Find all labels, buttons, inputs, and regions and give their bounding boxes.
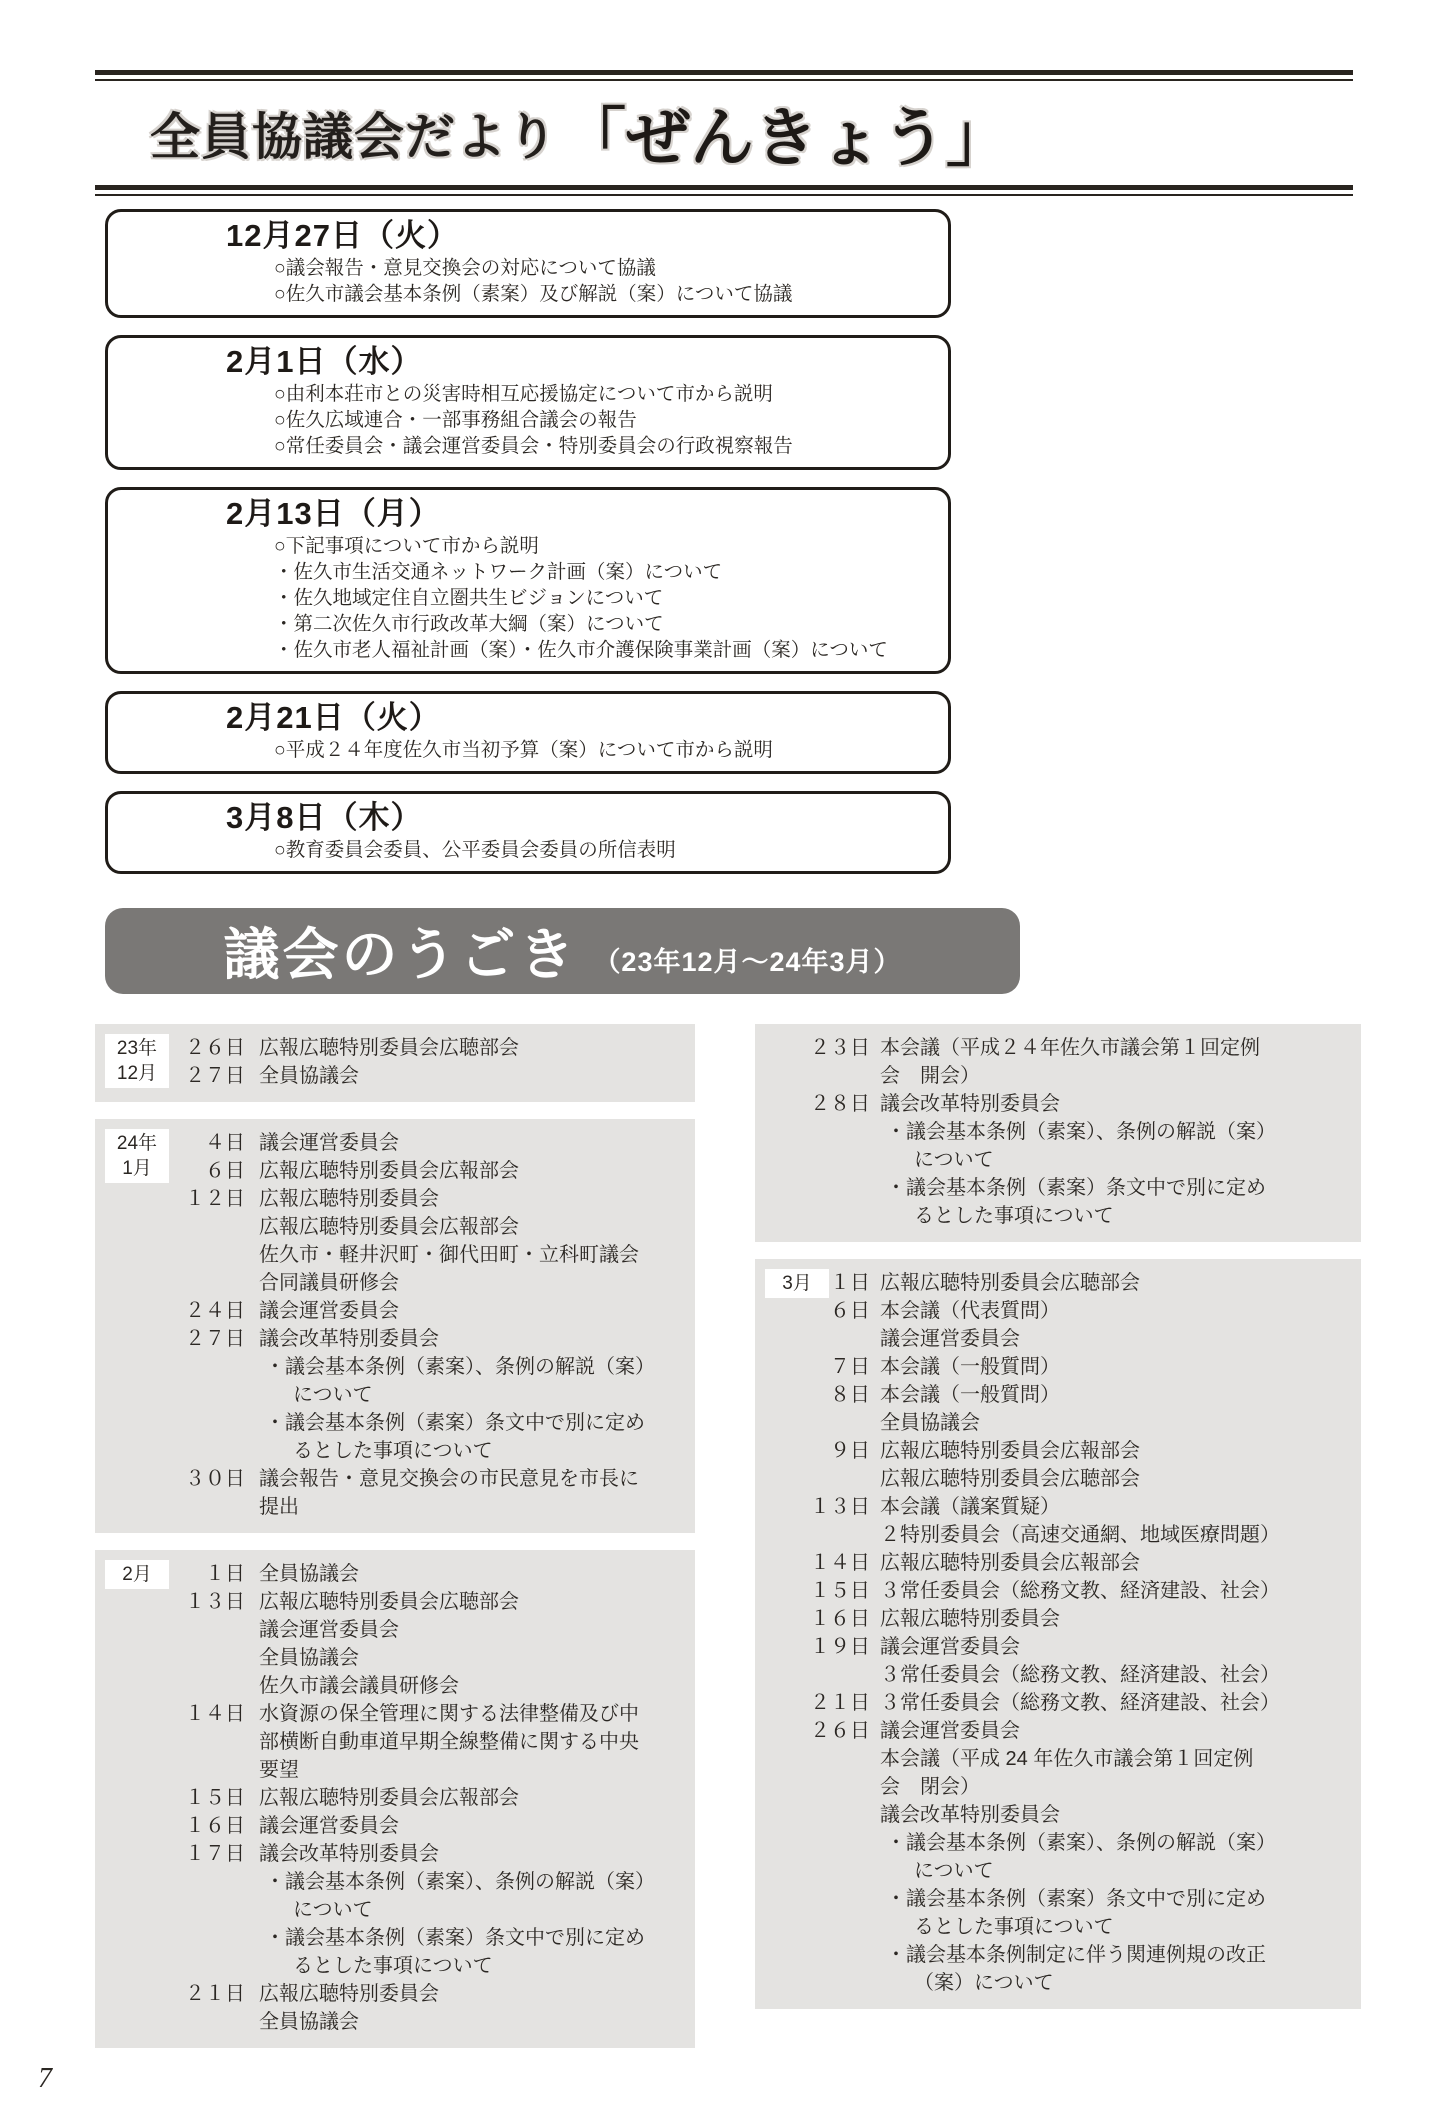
schedule-entry-day: ２４日 [185, 1300, 245, 1322]
schedule-line: 議会運営委員会 [259, 1300, 399, 1322]
month-label-line: 24年 [116, 1133, 158, 1154]
schedule-line: ３常任委員会（総務文教、経済建設、社会） [880, 1664, 1280, 1686]
schedule-entry-lines [880, 1297, 1351, 1353]
month-label-line: 3月 [782, 1273, 812, 1294]
schedule-entry [765, 1717, 1351, 1997]
schedule-line: ・議会基本条例（素案）、条例の解説（案） [265, 1871, 655, 1893]
schedule-entry-day: １２日 [185, 1188, 245, 1210]
schedule-entry [105, 1700, 685, 1784]
schedule-entry [765, 1381, 1351, 1437]
schedule-line: ・議会基本条例（素案）条文中で別に定め [886, 1177, 1266, 1199]
schedule-entry-day: １６日 [185, 1815, 245, 1837]
schedule-line: 議会運営委員会 [259, 1619, 399, 1641]
schedule-line: ・議会基本条例（素案）、条例の解説（案） [265, 1356, 655, 1378]
schedule-line: 本会議（平成 24 年佐久市議会第１回定例 [880, 1748, 1254, 1770]
schedule-entry-lines [259, 1034, 685, 1062]
schedule-entry [765, 1297, 1351, 1353]
schedule-entry-day: １９日 [810, 1636, 870, 1658]
schedule-entry [765, 1577, 1351, 1605]
meeting-box [105, 209, 951, 318]
schedule-entry-lines [880, 1493, 1351, 1549]
schedule-line: 議会報告・意見交換会の市民意見を市長に [259, 1468, 639, 1490]
page-number: 7 [38, 2063, 52, 2094]
schedule-entry-lines [880, 1577, 1351, 1605]
schedule-line: 広報広聴特別委員会広聴部会 [880, 1468, 1140, 1490]
schedule-line: ・議会基本条例制定に伴う関連例規の改正 [886, 1944, 1266, 1966]
meeting-box-item: ○由利本荘市との災害時相互応援協定について市から説明 [274, 383, 773, 405]
schedule-entry [765, 1269, 1351, 1297]
schedule-entry-day: １４日 [185, 1703, 245, 1725]
schedule-entry-day: ３０日 [185, 1468, 245, 1490]
schedule-entry-lines [259, 1784, 685, 1812]
schedule-entry-lines [880, 1090, 1351, 1230]
header-top-rule [95, 70, 1353, 81]
month-label-line: 2月 [122, 1564, 152, 1585]
schedule-line: 広報広聴特別委員会広報部会 [259, 1216, 519, 1238]
schedule-line: るとした事項について [914, 1916, 1114, 1938]
schedule-line: 広報広聴特別委員会広報部会 [259, 1160, 519, 1182]
schedule-entry-lines [880, 1353, 1351, 1381]
schedule-line: 佐久市・軽井沢町・御代田町・立科町議会 [259, 1244, 639, 1266]
schedule-line: 広報広聴特別委員会 [259, 1983, 439, 2005]
schedule-entry [105, 1588, 685, 1700]
page-title-brand: 「ぜんきょう」 [562, 102, 1010, 174]
schedule-line: るとした事項について [293, 1440, 493, 1462]
meeting-box-item: ○佐久市議会基本条例（素案）及び解説（案）について協議 [274, 283, 793, 305]
schedule-entry-lines [259, 1980, 685, 2036]
schedule-line: 本会議（平成２４年佐久市議会第１回定例 [880, 1037, 1260, 1059]
schedule-entry-lines [259, 1185, 685, 1297]
schedule-entry [765, 1549, 1351, 1577]
schedule-line: 会 閉会） [880, 1776, 980, 1798]
schedule-entry-lines [880, 1549, 1351, 1577]
schedule-block [755, 1259, 1361, 2009]
schedule-entry-lines [880, 1437, 1351, 1493]
meeting-box-item: ・佐久地域定住自立圏共生ビジョンについて [274, 587, 664, 609]
schedule-entry-day: ２８日 [810, 1093, 870, 1115]
schedule-entry-day: ４日 [205, 1132, 245, 1154]
schedule-line: 会 開会） [880, 1065, 980, 1087]
schedule-entry [105, 1840, 685, 1980]
schedule-block [95, 1550, 695, 2048]
meeting-box-item: ○常任委員会・議会運営委員会・特別委員会の行政視察報告 [274, 435, 793, 457]
schedule-line: 全員協議会 [259, 1065, 359, 1087]
schedule-entry [105, 1185, 685, 1297]
schedule-entry-day: １３日 [810, 1496, 870, 1518]
schedule-entry-lines [880, 1689, 1351, 1717]
schedule-line: 本会議（一般質問） [880, 1384, 1060, 1406]
schedule-entry-lines [259, 1812, 685, 1840]
schedule-column-left [95, 1024, 695, 2065]
schedule-entry [105, 1784, 685, 1812]
schedule-line: について [914, 1149, 994, 1171]
schedule-entry-lines [259, 1062, 685, 1090]
meeting-box-date: 2月13日（月） [226, 496, 441, 531]
schedule-entry [105, 1560, 685, 1588]
section-banner-title: 議会のうごき [223, 923, 578, 986]
meeting-box-item: ・第二次佐久市行政改革大綱（案）について [274, 613, 664, 635]
schedule-entry-day: ７日 [830, 1356, 870, 1378]
schedule-line: 議会改革特別委員会 [880, 1804, 1060, 1826]
newsletter-page [0, 70, 1447, 2094]
schedule-line: 議会運営委員会 [259, 1815, 399, 1837]
schedule-line: ３常任委員会（総務文教、経済建設、社会） [880, 1692, 1280, 1714]
schedule-entry [105, 1157, 685, 1185]
schedule-entry-day: ９日 [830, 1440, 870, 1462]
meeting-box-date: 12月27日（火） [226, 218, 459, 253]
section-banner-subtitle: （23年12月～24年3月） [593, 946, 902, 977]
schedule-entry [765, 1034, 1351, 1090]
schedule-entry-day: １５日 [810, 1580, 870, 1602]
meeting-box [105, 487, 951, 674]
schedule-line: 議会運営委員会 [880, 1636, 1020, 1658]
schedule-entry-lines [259, 1465, 685, 1521]
meeting-boxes [105, 209, 951, 874]
schedule-entry-day: ２７日 [185, 1328, 245, 1350]
schedule-line: ・議会基本条例（素案）、条例の解説（案） [886, 1121, 1276, 1143]
schedule-entry-day: １４日 [810, 1552, 870, 1574]
schedule-line: 広報広聴特別委員会広報部会 [880, 1440, 1140, 1462]
month-label-line: 23年 [116, 1038, 158, 1059]
schedule-entry-day: ２３日 [810, 1037, 870, 1059]
schedule-line: ・議会基本条例（素案）条文中で別に定め [265, 1927, 645, 1949]
schedule-line: について [293, 1899, 373, 1921]
meeting-box [105, 335, 951, 470]
schedule-block [755, 1024, 1361, 1242]
schedule-line: 提出 [259, 1496, 299, 1518]
schedule-line: るとした事項について [914, 1205, 1114, 1227]
schedule-line: 全員協議会 [259, 2011, 359, 2033]
schedule-line: 全員協議会 [259, 1563, 359, 1585]
schedule-line: について [293, 1384, 373, 1406]
schedule-entry-day: １日 [205, 1563, 245, 1585]
schedule-entry [765, 1633, 1351, 1689]
schedule-entry-day: ２１日 [185, 1983, 245, 2005]
schedule-entry-lines [880, 1605, 1351, 1633]
month-label-line: 1月 [122, 1158, 152, 1179]
schedule-entry-day: ２１日 [810, 1692, 870, 1714]
meeting-box-item: ○教育委員会委員、公平委員会委員の所信表明 [274, 839, 676, 861]
schedule-line: 本会議（議案質疑） [880, 1496, 1060, 1518]
schedule-line: るとした事項について [293, 1955, 493, 1977]
schedule-line: 議会運営委員会 [880, 1328, 1020, 1350]
schedule-line: 広報広聴特別委員会広報部会 [259, 1787, 519, 1809]
schedule-entry-day: ６日 [205, 1160, 245, 1182]
schedule-entry-lines [259, 1560, 685, 1588]
schedule-line: 議会運営委員会 [259, 1132, 399, 1154]
section-banner [105, 908, 1020, 994]
meeting-box [105, 791, 951, 874]
schedule-entry [105, 1980, 685, 2036]
schedule-entry-lines [880, 1034, 1351, 1090]
schedule-entry [765, 1605, 1351, 1633]
header-bottom-rule [95, 185, 1353, 196]
schedule-entry [105, 1129, 685, 1157]
schedule-entry [765, 1090, 1351, 1230]
meeting-box-item: ○佐久広域連合・一部事務組合議会の報告 [274, 409, 637, 431]
schedule-line: 要望 [259, 1759, 299, 1781]
schedule-line: 本会議（一般質問） [880, 1356, 1060, 1378]
schedule-line: 水資源の保全管理に関する法律整備及び中 [259, 1703, 639, 1725]
schedule-entry-lines [259, 1325, 685, 1465]
schedule-entry-lines [259, 1588, 685, 1700]
meeting-box-items [274, 837, 938, 863]
page-title [150, 85, 1447, 181]
schedule-line: ３常任委員会（総務文教、経済建設、社会） [880, 1580, 1280, 1602]
schedule-entry-lines [259, 1157, 685, 1185]
schedule-entry-lines [880, 1633, 1351, 1689]
schedule-entry [765, 1353, 1351, 1381]
schedule-entry-day: ２７日 [185, 1065, 245, 1087]
schedule-entry-day: ６日 [830, 1300, 870, 1322]
meeting-box-date: 2月21日（火） [226, 700, 441, 735]
schedule-columns [95, 1024, 1447, 2065]
schedule-entry-lines [259, 1840, 685, 1980]
schedule-entry [105, 1812, 685, 1840]
schedule-entry-lines [880, 1381, 1351, 1437]
schedule-entry-day: １３日 [185, 1591, 245, 1613]
schedule-entry [105, 1062, 685, 1090]
meeting-box [105, 691, 951, 774]
schedule-entry [105, 1465, 685, 1521]
schedule-line: 広報広聴特別委員会広聴部会 [259, 1591, 519, 1613]
month-label [105, 1129, 169, 1183]
meeting-box-item: ○下記事項について市から説明 [274, 535, 539, 557]
meeting-box-items [274, 381, 938, 459]
meeting-box-item: ○議会報告・意見交換会の対応について協議 [274, 257, 656, 279]
month-label-line: 12月 [116, 1063, 158, 1084]
schedule-entry-day: ２６日 [810, 1720, 870, 1742]
schedule-entry [105, 1297, 685, 1325]
schedule-entry-lines [880, 1717, 1351, 1997]
schedule-line: 合同議員研修会 [259, 1272, 399, 1294]
schedule-block [95, 1024, 695, 1102]
month-label [765, 1269, 829, 1298]
schedule-entry-day: ８日 [830, 1384, 870, 1406]
schedule-entry-day: １７日 [185, 1843, 245, 1865]
month-label [105, 1034, 169, 1088]
schedule-line: 佐久市議会議員研修会 [259, 1675, 459, 1697]
schedule-entry-day: １６日 [810, 1608, 870, 1630]
schedule-line: 広報広聴特別委員会広聴部会 [880, 1272, 1140, 1294]
schedule-line: （案）について [914, 1972, 1054, 1994]
schedule-column-right [755, 1024, 1361, 2026]
schedule-line: ・議会基本条例（素案）条文中で別に定め [265, 1412, 645, 1434]
schedule-entry [105, 1034, 685, 1062]
schedule-line: 広報広聴特別委員会広報部会 [880, 1552, 1140, 1574]
meeting-box-item: ・佐久市生活交通ネットワーク計画（案）について [274, 561, 723, 583]
schedule-entry-day: １日 [830, 1272, 870, 1294]
schedule-entry-lines [259, 1700, 685, 1784]
schedule-line: 広報広聴特別委員会広聴部会 [259, 1037, 519, 1059]
schedule-line: 議会改革特別委員会 [259, 1328, 439, 1350]
meeting-box-date: 2月1日（水） [226, 344, 423, 379]
meeting-box-item: ○平成２４年度佐久市当初予算（案）について市から説明 [274, 739, 773, 761]
schedule-entry [765, 1437, 1351, 1493]
schedule-line: 本会議（代表質問） [880, 1300, 1060, 1322]
meeting-box-item: ・佐久市老人福祉計画（案）・佐久市介護保険事業計画（案）について [274, 639, 888, 661]
meeting-box-date: 3月8日（木） [226, 800, 423, 835]
schedule-entry-lines [259, 1297, 685, 1325]
schedule-line: 広報広聴特別委員会 [259, 1188, 439, 1210]
schedule-line: 部横断自動車道早期全線整備に関する中央 [259, 1731, 639, 1753]
meeting-box-items [274, 737, 938, 763]
schedule-entry-day: ２６日 [185, 1037, 245, 1059]
schedule-entry-lines [259, 1129, 685, 1157]
schedule-line: 広報広聴特別委員会 [880, 1608, 1060, 1630]
schedule-line: 全員協議会 [259, 1647, 359, 1669]
schedule-line: について [914, 1860, 994, 1882]
meeting-box-items [274, 533, 938, 663]
schedule-entry [105, 1325, 685, 1465]
schedule-entry-lines [880, 1269, 1351, 1297]
schedule-line: 議会改革特別委員会 [880, 1093, 1060, 1115]
schedule-line: ・議会基本条例（素案）、条例の解説（案） [886, 1832, 1276, 1854]
schedule-line: ・議会基本条例（素案）条文中で別に定め [886, 1888, 1266, 1910]
schedule-line: ２特別委員会（高速交通網、地域医療問題） [880, 1524, 1280, 1546]
schedule-block [95, 1119, 695, 1533]
page-title-main: 全員協議会だより [150, 109, 558, 165]
schedule-entry-day: １５日 [185, 1787, 245, 1809]
schedule-entry [765, 1689, 1351, 1717]
schedule-line: 議会改革特別委員会 [259, 1843, 439, 1865]
schedule-line: 全員協議会 [880, 1412, 980, 1434]
schedule-line: 議会運営委員会 [880, 1720, 1020, 1742]
meeting-box-items [274, 255, 938, 307]
schedule-entry [765, 1493, 1351, 1549]
month-label [105, 1560, 169, 1589]
